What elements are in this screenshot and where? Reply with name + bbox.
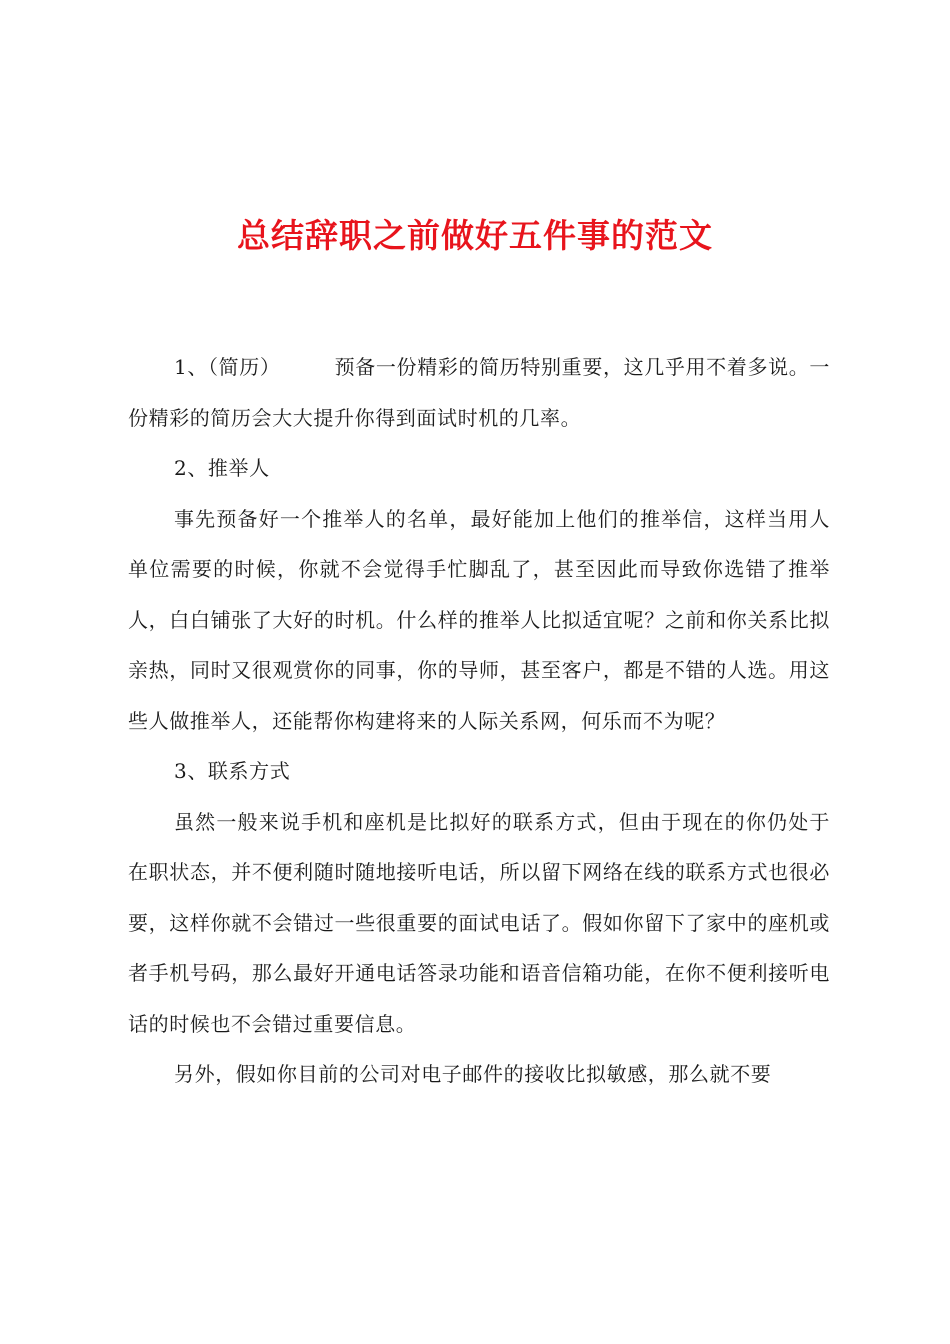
heading-referees: 2、推举人 — [174, 456, 270, 480]
document-body — [128, 342, 830, 1100]
paragraph-resume — [128, 342, 830, 443]
paragraph-contact: 虽然一般来说手机和座机是比拟好的联系方式，但由于现在的你仍处于在职状态，并不便利随时随地接听电话，所以留下网络在线的联系方式也很必要，这样你就不会错过一些很重要的面试电话了。假如你留下了家中的座机或者手机号码，那么最好开通电话答录功能和语音信箱功能，在你不便利接听电话的时候也不会错过重要信息。 — [128, 809, 830, 1036]
paragraph-text: 预备一份精彩的简历特别重要，这几乎用不着多说。一份精彩的简历会大大提升你得到面试时机的几率。 — [128, 355, 830, 430]
heading-contact: 3、联系方式 — [174, 759, 291, 783]
paragraph-email: 另外，假如你目前的公司对电子邮件的接收比拟敏感，那么就不要 — [174, 1062, 772, 1086]
document-title: 总结辞职之前做好五件事的范文 — [237, 216, 713, 255]
paragraph-referees: 事先预备好一个推举人的名单，最好能加上他们的推举信，这样当用人单位需要的时候，你就不会觉得手忙脚乱了，甚至因此而导致你选错了推举人，白白铺张了大好的时机。什么样的推举人比拟适宜呢？之前和你关系比拟亲热，同时又很观赏你的同事，你的导师，甚至客户，都是不错的人选。用这些人做推举人，还能帮你构建将来的人际关系网，何乐而不为呢？ — [128, 506, 830, 733]
paragraph-lead: 1、（简历） — [174, 355, 281, 379]
